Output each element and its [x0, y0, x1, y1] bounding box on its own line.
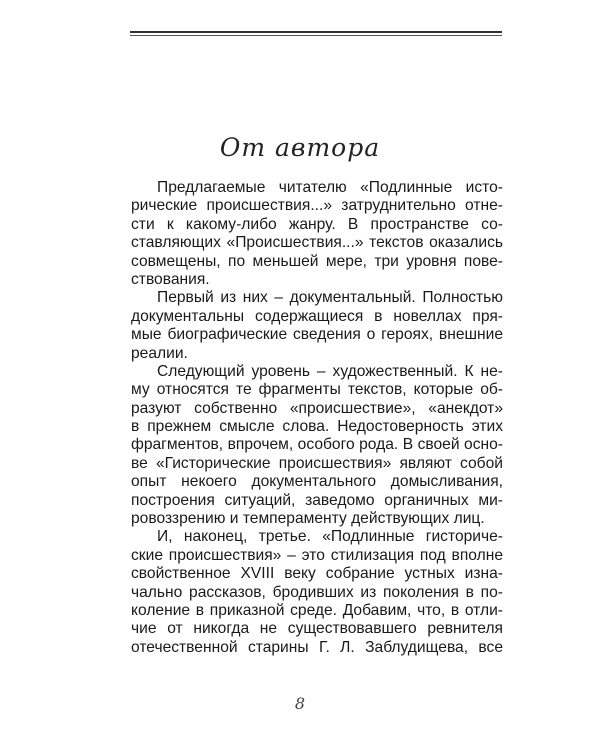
text-line: ровоззрению и темпераменту действующих лиц.: [131, 510, 485, 528]
text-line: рические происшествия...» затруднительно отне-: [131, 197, 503, 215]
text-line: свойственное XVIII веку собрание устных изна-: [131, 565, 503, 583]
text-line: реалии.: [131, 344, 188, 362]
text-line: Предлагаемые читателю «Подлинные исто-: [157, 179, 503, 196]
text-line: фрагментов, впрочем, особого рода. В своей осно-: [131, 436, 503, 454]
text-line: чие от никогда не существовавшего ревнителя: [131, 620, 503, 638]
page-number: 8: [294, 694, 306, 713]
text-line: чально рассказов, бродивших из поколения в по-: [131, 583, 503, 601]
text-line: ские происшествия» – это стилизация под вполне: [131, 546, 503, 564]
text-line: ве «Гисторические происшествия» являют собой: [131, 454, 503, 472]
text-line: совмещены, по меньшей мере, три уровня пове-: [131, 252, 503, 270]
text-line: документальны содержащиеся в новеллах пря-: [131, 307, 503, 325]
text-line: отечественной старины Г. Л. Заблудищева, все: [131, 638, 503, 656]
header-rule-thin: [130, 35, 502, 36]
text-line: сти к какому-либо жанру. В пространстве со-: [131, 215, 503, 233]
text-line: И, наконец, третье. «Подлинные гисториче-: [157, 528, 503, 546]
text-line: разуют собственно «происшествие», «анекдот»: [131, 399, 503, 417]
body-text: [131, 179, 503, 657]
text-line: опыт некоего документального домысливания,: [131, 473, 503, 491]
text-line: коление в приказной среде. Добавим, что, в отли-: [131, 601, 503, 619]
chapter-heading: От автора: [219, 133, 381, 162]
text-line: ставляющих «Происшествия...» текстов оказались: [131, 234, 503, 252]
text-line: му относятся те фрагменты текстов, которые об-: [131, 381, 503, 399]
text-line: в прежнем смысле слова. Недостоверность этих: [131, 418, 503, 436]
text-line: Следующий уровень – художественный. К не-: [157, 362, 503, 380]
text-line: построения ситуаций, заведомо органичных ми-: [131, 491, 503, 509]
text-line: ствования.: [131, 270, 210, 288]
text-line: Первый из них – документальный. Полностью: [157, 289, 503, 307]
header-rule-thick: [130, 31, 502, 33]
text-line: мые биографические сведения о героях, внешние: [131, 326, 503, 344]
